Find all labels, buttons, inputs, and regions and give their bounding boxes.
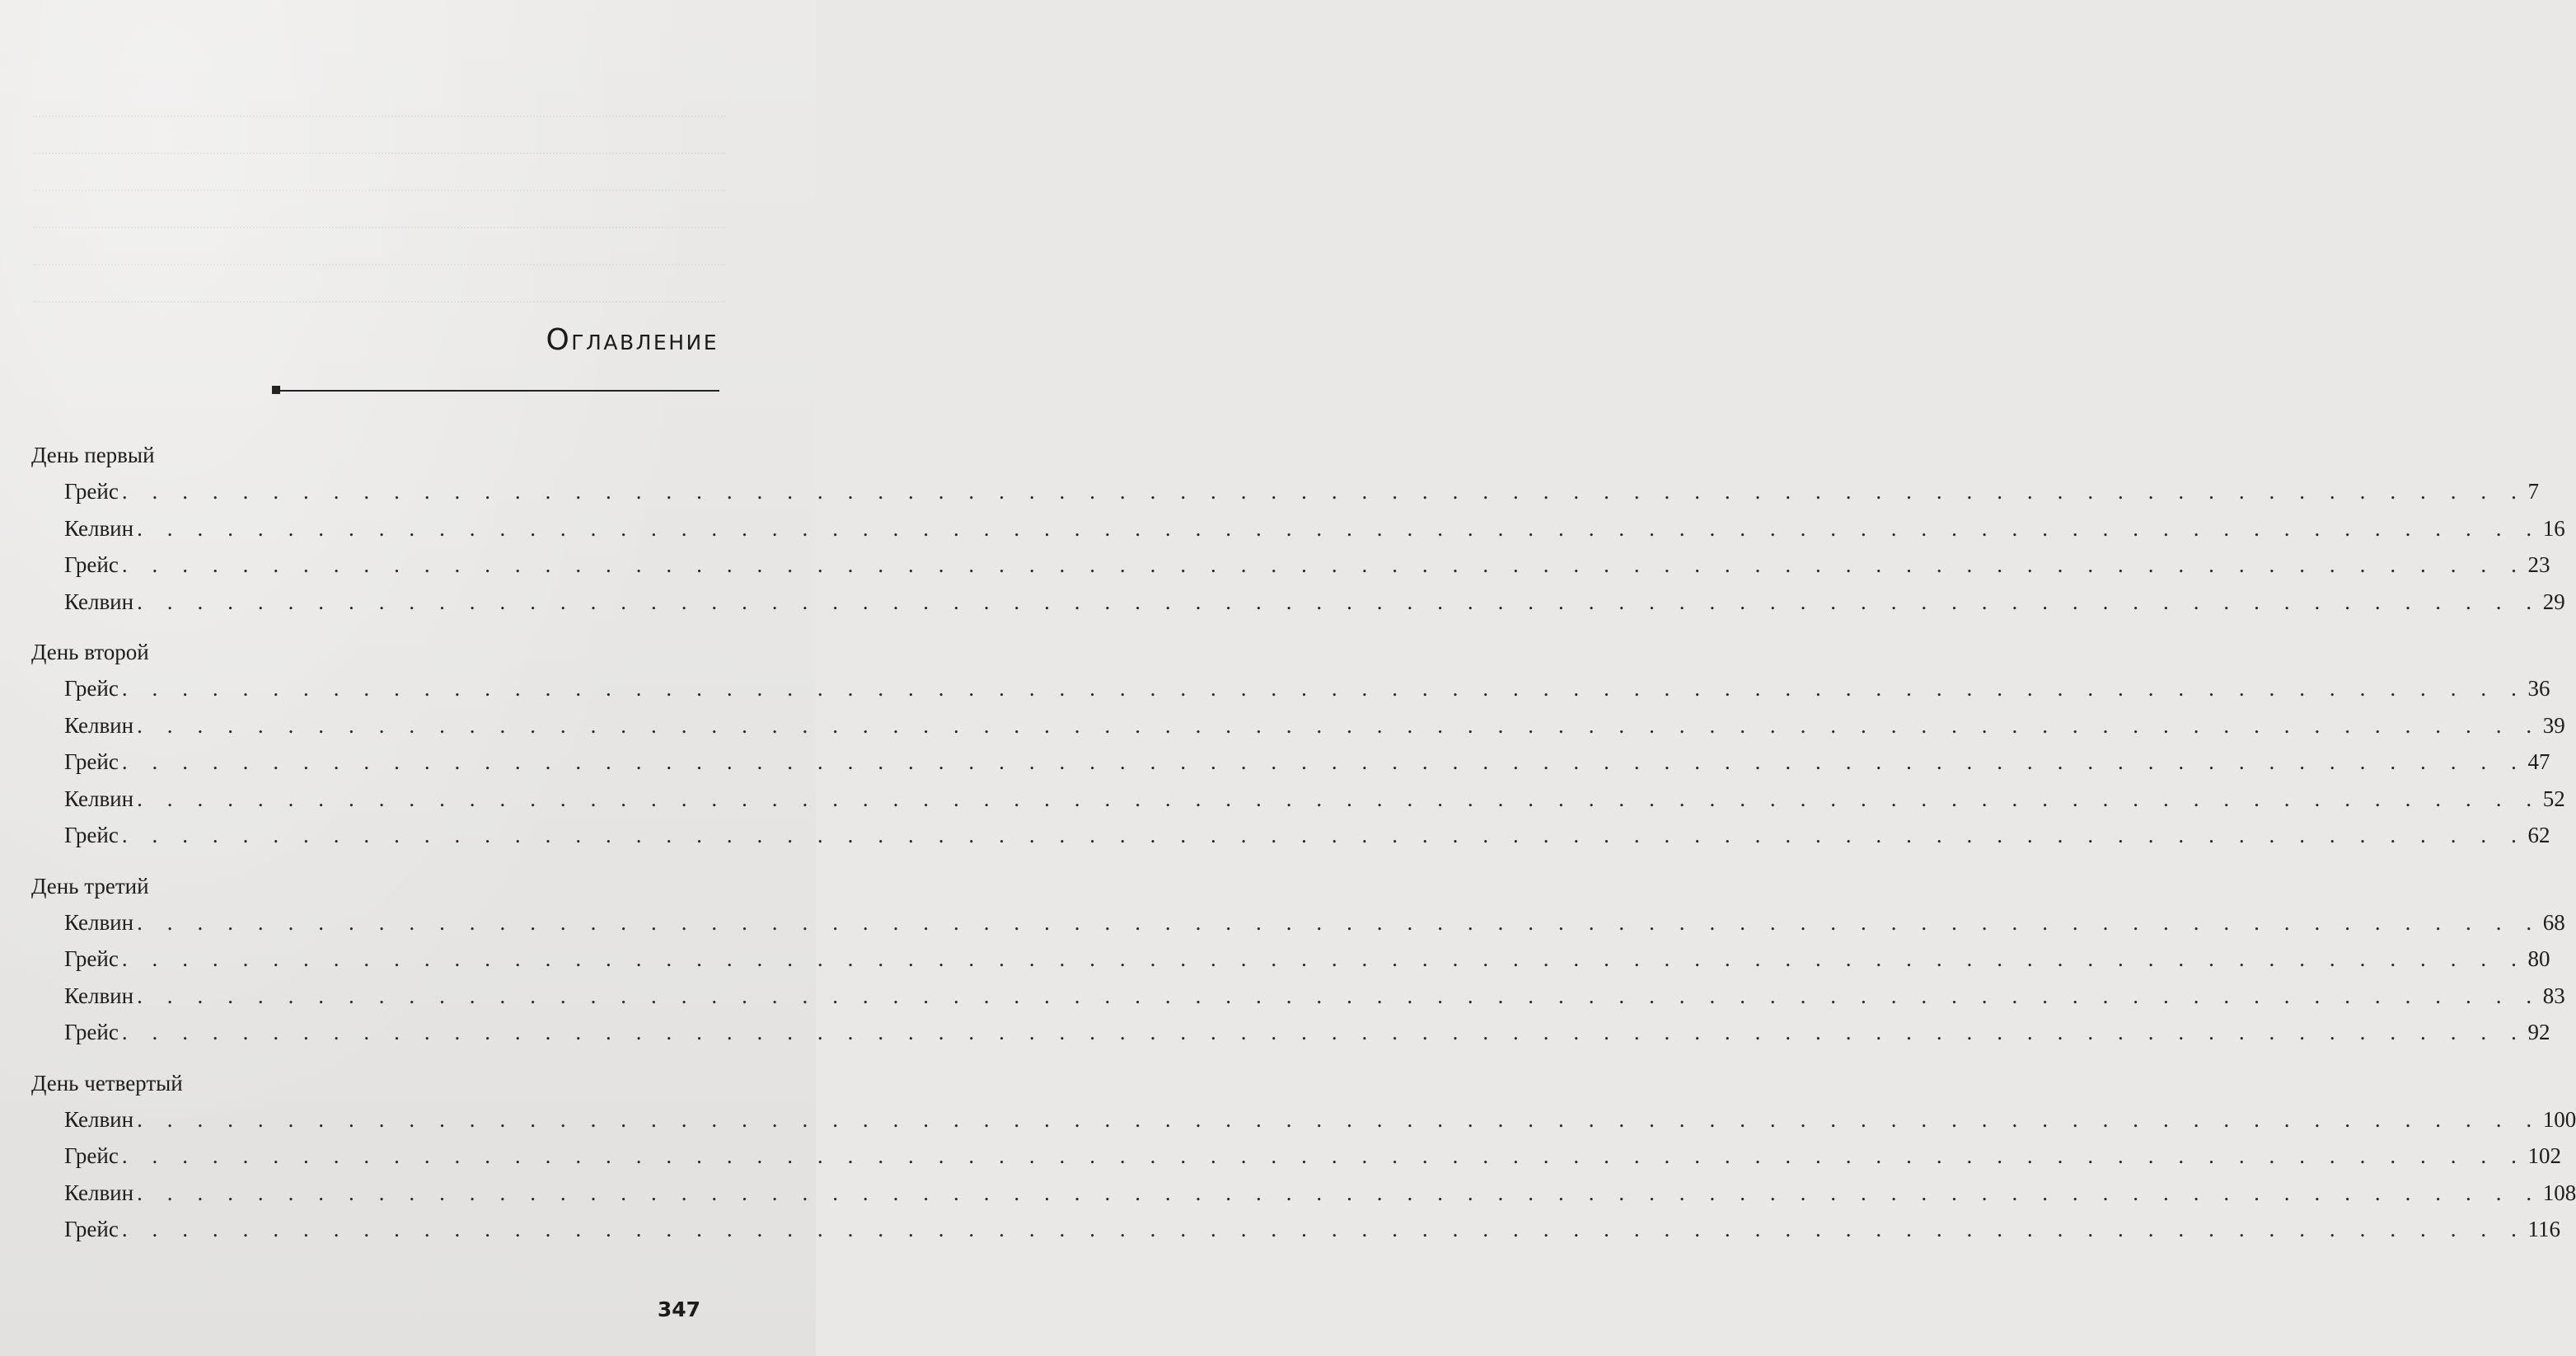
toc-entry-page: 47 [2527, 749, 2550, 774]
bleed-through-line [33, 190, 725, 191]
toc-entry[interactable] [31, 584, 2565, 621]
toc-entry[interactable] [31, 1175, 2576, 1212]
toc-entry-name: Грейс [64, 552, 119, 577]
dot-leader: . . . . . . . . . . . . . . . . . . . . . . . . . . . . . . . . . . . . . . . . . . . . . . . . . . . . . . . . . . . . . . . . . . . . . . . . . . . . . . . . [137, 983, 2541, 1008]
dot-leader: . . . . . . . . . . . . . . . . . . . . . . . . . . . . . . . . . . . . . . . . . . . . . . . . . . . . . . . . . . . . . . . . . . . . . . . . . . . . . . . . [121, 479, 2527, 504]
toc-entry-page: 62 [2527, 823, 2550, 847]
dot-leader: . . . . . . . . . . . . . . . . . . . . . . . . . . . . . . . . . . . . . . . . . . . . . . . . . . . . . . . . . . . . . . . . . . . . . . . . . . . . . . . . [121, 749, 2527, 774]
toc-entry-page: 102 [2527, 1143, 2561, 1168]
toc-entry[interactable] [31, 1101, 2576, 1138]
toc-entry[interactable] [31, 744, 2550, 781]
toc-entry[interactable] [31, 510, 2565, 547]
toc-entry[interactable] [31, 473, 2539, 510]
toc-entry[interactable] [31, 670, 2550, 707]
dot-leader: . . . . . . . . . . . . . . . . . . . . . . . . . . . . . . . . . . . . . . . . . . . . . . . . . . . . . . . . . . . . . . . . . . . . . . . . . . . . . . . . [121, 946, 2527, 971]
toc-entry-name: Грейс [64, 749, 119, 774]
page-title: Оглавление [546, 323, 719, 357]
toc-section-title: День четвертый [31, 1070, 183, 1096]
dot-leader: . . . . . . . . . . . . . . . . . . . . . . . . . . . . . . . . . . . . . . . . . . . . . . . . . . . . . . . . . . . . . . . . . . . . . . . . . . . . . . . . [121, 676, 2527, 701]
toc-entry[interactable] [31, 978, 2565, 1015]
toc-entry-name: Грейс [64, 1020, 119, 1044]
toc-section [31, 1065, 2576, 1248]
toc-entry-page: 16 [2542, 515, 2565, 541]
toc-entry-page: 7 [2527, 479, 2539, 504]
toc-entry-name: Келвин [64, 515, 134, 541]
toc-entry-name: Грейс [64, 1143, 119, 1168]
toc-entry-name: Келвин [64, 1106, 134, 1132]
toc-entry-page: 23 [2527, 552, 2550, 577]
toc-entry-page: 108 [2542, 1180, 2576, 1205]
toc-entry[interactable] [31, 817, 2550, 854]
bleed-through-line [33, 227, 725, 228]
dot-leader: . . . . . . . . . . . . . . . . . . . . . . . . . . . . . . . . . . . . . . . . . . . . . . . . . . . . . . . . . . . . . . . . . . . . . . . . . . . . . . . . [121, 552, 2527, 577]
toc-entry-name: Келвин [64, 1180, 134, 1205]
toc-section-title: День третий [31, 873, 149, 899]
bleed-through-line [33, 264, 725, 265]
dot-leader: . . . . . . . . . . . . . . . . . . . . . . . . . . . . . . . . . . . . . . . . . . . . . . . . . . . . . . . . . . . . . . . . . . . . . . . . . . . . . . . . [137, 909, 2541, 935]
toc-entry-name: Грейс [64, 946, 119, 971]
toc-entry-name: Грейс [64, 479, 119, 504]
toc-entry[interactable] [31, 941, 2550, 978]
toc-entry-page: 92 [2527, 1020, 2550, 1044]
toc-entry-name: Келвин [64, 786, 134, 811]
dot-leader: . . . . . . . . . . . . . . . . . . . . . . . . . . . . . . . . . . . . . . . . . . . . . . . . . . . . . . . . . . . . . . . . . . . . . . . . . . . . . . . . [137, 786, 2541, 811]
toc-entry-page: 83 [2542, 983, 2565, 1008]
toc-section-title: День первый [31, 443, 155, 467]
toc-entry-name: Келвин [64, 983, 134, 1008]
table-of-contents [31, 437, 2576, 1248]
dot-leader: . . . . . . . . . . . . . . . . . . . . . . . . . . . . . . . . . . . . . . . . . . . . . . . . . . . . . . . . . . . . . . . . . . . . . . . . . . . . . . . . [121, 1217, 2527, 1241]
toc-section-title: День второй [31, 640, 149, 664]
toc-entry[interactable] [31, 1014, 2550, 1051]
toc-entry[interactable] [31, 707, 2565, 744]
title-rule [272, 390, 719, 392]
toc-entry-name: Келвин [64, 909, 134, 935]
toc-entry-page: 29 [2542, 589, 2565, 614]
toc-entry[interactable] [31, 904, 2565, 941]
dot-leader: . . . . . . . . . . . . . . . . . . . . . . . . . . . . . . . . . . . . . . . . . . . . . . . . . . . . . . . . . . . . . . . . . . . . . . . . . . . . . . . . [137, 712, 2541, 738]
toc-section [31, 437, 2565, 620]
toc-entry-page: 100 [2542, 1106, 2576, 1132]
dot-leader: . . . . . . . . . . . . . . . . . . . . . . . . . . . . . . . . . . . . . . . . . . . . . . . . . . . . . . . . . . . . . . . . . . . . . . . . . . . . . . . . [121, 823, 2527, 847]
bleed-through-line [33, 152, 725, 154]
toc-entry[interactable] [31, 781, 2565, 818]
toc-section [31, 634, 2565, 854]
dot-leader: . . . . . . . . . . . . . . . . . . . . . . . . . . . . . . . . . . . . . . . . . . . . . . . . . . . . . . . . . . . . . . . . . . . . . . . . . . . . . . . . [137, 1180, 2541, 1205]
dot-leader: . . . . . . . . . . . . . . . . . . . . . . . . . . . . . . . . . . . . . . . . . . . . . . . . . . . . . . . . . . . . . . . . . . . . . . . . . . . . . . . . [121, 1020, 2527, 1044]
toc-entry-name: Грейс [64, 676, 119, 701]
dot-leader: . . . . . . . . . . . . . . . . . . . . . . . . . . . . . . . . . . . . . . . . . . . . . . . . . . . . . . . . . . . . . . . . . . . . . . . . . . . . . . . . [137, 1106, 2541, 1132]
toc-entry-name: Грейс [64, 823, 119, 847]
toc-entry-name: Келвин [64, 589, 134, 614]
toc-entry-page: 52 [2542, 786, 2565, 811]
toc-entry-page: 116 [2527, 1217, 2560, 1241]
toc-entry-page: 39 [2542, 712, 2565, 738]
dot-leader: . . . . . . . . . . . . . . . . . . . . . . . . . . . . . . . . . . . . . . . . . . . . . . . . . . . . . . . . . . . . . . . . . . . . . . . . . . . . . . . . [121, 1143, 2527, 1168]
bleed-through-line [33, 301, 725, 303]
dot-leader: . . . . . . . . . . . . . . . . . . . . . . . . . . . . . . . . . . . . . . . . . . . . . . . . . . . . . . . . . . . . . . . . . . . . . . . . . . . . . . . . [137, 515, 2541, 541]
toc-entry-name: Келвин [64, 712, 134, 738]
toc-entry-page: 68 [2542, 909, 2565, 935]
toc-entry-page: 36 [2527, 676, 2550, 701]
toc-entry-page: 80 [2527, 946, 2550, 971]
toc-entry-name: Грейс [64, 1217, 119, 1241]
toc-entry[interactable] [31, 547, 2550, 584]
bleed-through-line [33, 115, 725, 117]
toc-entry[interactable] [31, 1138, 2561, 1175]
toc-entry[interactable] [31, 1211, 2560, 1248]
dot-leader: . . . . . . . . . . . . . . . . . . . . . . . . . . . . . . . . . . . . . . . . . . . . . . . . . . . . . . . . . . . . . . . . . . . . . . . . . . . . . . . . [137, 589, 2541, 614]
toc-section [31, 868, 2565, 1051]
page-number: 347 [657, 1297, 700, 1321]
